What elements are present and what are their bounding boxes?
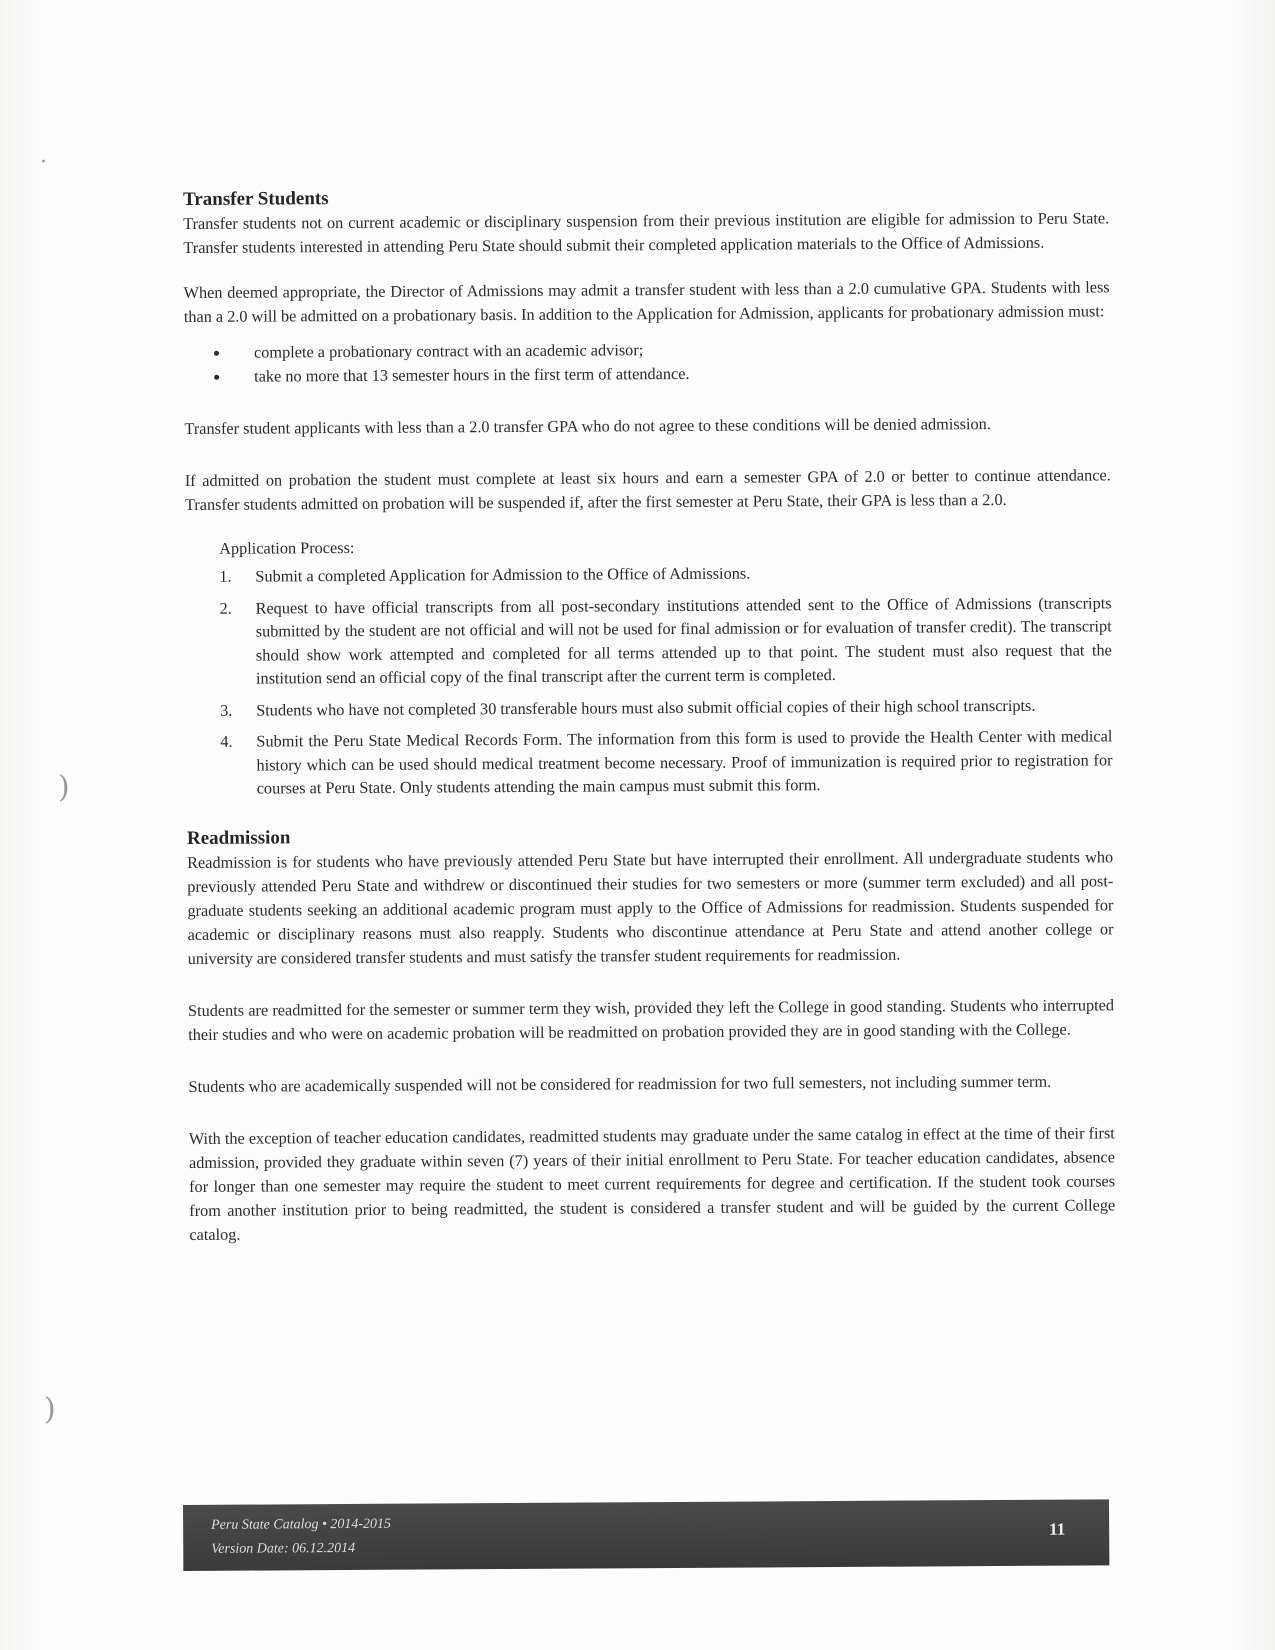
list-item: take no more that 13 semester hours in the first term of attendance. <box>214 359 1110 388</box>
readmission-paragraph-1: Readmission is for students who have previously attended Peru State but have interrupted their enrollment. All undergraduate students who previously attended Peru State and withdrew or discontinued their studies for two semesters or more (summer term excluded) and all post-graduate students seeking an additional academic program must apply to the Office of Admissions for readmission. Students suspended for academic or disciplinary reasons must also reapply. Students who discontinue attendance at Peru State and attend another college or university are considered transfer students and must satisfy the transfer student requirements for readmission. <box>187 846 1114 968</box>
probation-requirements-list <box>184 335 1110 389</box>
list-item <box>220 724 1112 800</box>
step-number: 1. <box>219 566 232 586</box>
page-number: 11 <box>1049 1519 1066 1539</box>
transfer-students-section <box>183 182 1113 800</box>
transfer-paragraph-4: If admitted on probation the student must complete at least six hours and earn a semester GPA of 2.0 or better to continue attendance. Transfer students admitted on probation will be suspended if, after the first semester at Peru State, their GPA is less than a 2.0. <box>184 465 1111 514</box>
step-number: 3. <box>220 700 233 720</box>
readmission-paragraph-4: With the exception of teacher education candidates, readmitted students may graduate under the same catalog in effect at the time of their first admission, provided they graduate within seven (7) years of their initial enrollment to Peru State. For teacher education candidates, absence for longer than one semester may require the student to meet current requirements for degree and certification. If the student took courses from another institution prior to being readmitted, the student is considered a transfer student and will be guided by the current College catalog. <box>188 1122 1116 1244</box>
step-text: Students who have not completed 30 transferable hours must also submit official copies of their high school transcripts. <box>256 695 1036 720</box>
transfer-paragraph-1: Transfer students not on current academic or disciplinary suspension from their previous institution are eligible for admission to Peru State. Transfer students interested in attending Peru State should submit their completed application materials to the Office of Admissions. <box>183 208 1110 257</box>
readmission-section <box>187 821 1116 1247</box>
step-number: 4. <box>220 731 233 751</box>
step-text: Submit the Peru State Medical Records Form. The information from this form is used to provide the Health Center with medical history which can be used should medical treatment become necessary. Proof of immunization is required prior to registration for courses at Peru State. Only students attending the main campus must submit this form. <box>256 726 1113 798</box>
list-item: complete a probationary contract with an academic advisor; <box>214 335 1110 364</box>
footer-version-date: Version Date: 06.12.2014 <box>211 1540 356 1557</box>
scan-mark-left-bottom: ) <box>44 1392 56 1427</box>
section-heading-transfer: Transfer Students <box>183 188 329 210</box>
section-heading-readmission: Readmission <box>186 826 291 849</box>
readmission-paragraph-2: Students are readmitted for the semester or summer term they wish, provided they left the College in good standing. Students who interrupted their studies and who were on academic probation will be readmitted on probation provided they are in good standing with the College. <box>187 994 1115 1044</box>
step-text: Request to have official transcripts from all post-secondary institutions attended sent to the Office of Admissions (transcripts submitted by the student are not official and will not be used for final admission or for evaluation of transfer credit). The transcript should show work attempted and completed for all terms attended up to that point. The student must also request that the institution send an official copy of the final transcript after the current term is completed. <box>255 592 1112 688</box>
transfer-paragraph-3: Transfer student applicants with less than a 2.0 transfer GPA who do not agree to these conditions will be denied admission. <box>184 414 991 438</box>
bullet-icon <box>214 351 219 356</box>
list-item <box>219 559 1111 588</box>
scan-mark-left-middle: ) <box>58 770 70 805</box>
step-number: 2. <box>219 598 232 618</box>
scan-mark-left-top: · <box>40 150 47 175</box>
readmission-paragraph-3: Students who are academically suspended will not be considered for readmission for two full semesters, not including summer term. <box>188 1071 1052 1096</box>
footer-catalog-title: Peru State Catalog • 2014-2015 <box>211 1516 392 1533</box>
page-footer <box>183 1499 1109 1571</box>
bullet-icon <box>214 375 219 380</box>
list-item <box>220 693 1112 722</box>
list-item <box>219 591 1112 690</box>
application-process-title: Application Process: <box>219 537 355 558</box>
main-content <box>183 182 1115 1246</box>
transfer-paragraph-2: When deemed appropriate, the Director of Admissions may admit a transfer student with less than a 2.0 cumulative GPA. Students with less than a 2.0 will be admitted on a probationary basis. In addition to the Application for Admission, applicants for probationary admission must: <box>183 277 1110 326</box>
application-process-steps <box>185 559 1112 800</box>
step-text: Submit a completed Application for Admission to the Office of Admissions. <box>255 563 751 586</box>
